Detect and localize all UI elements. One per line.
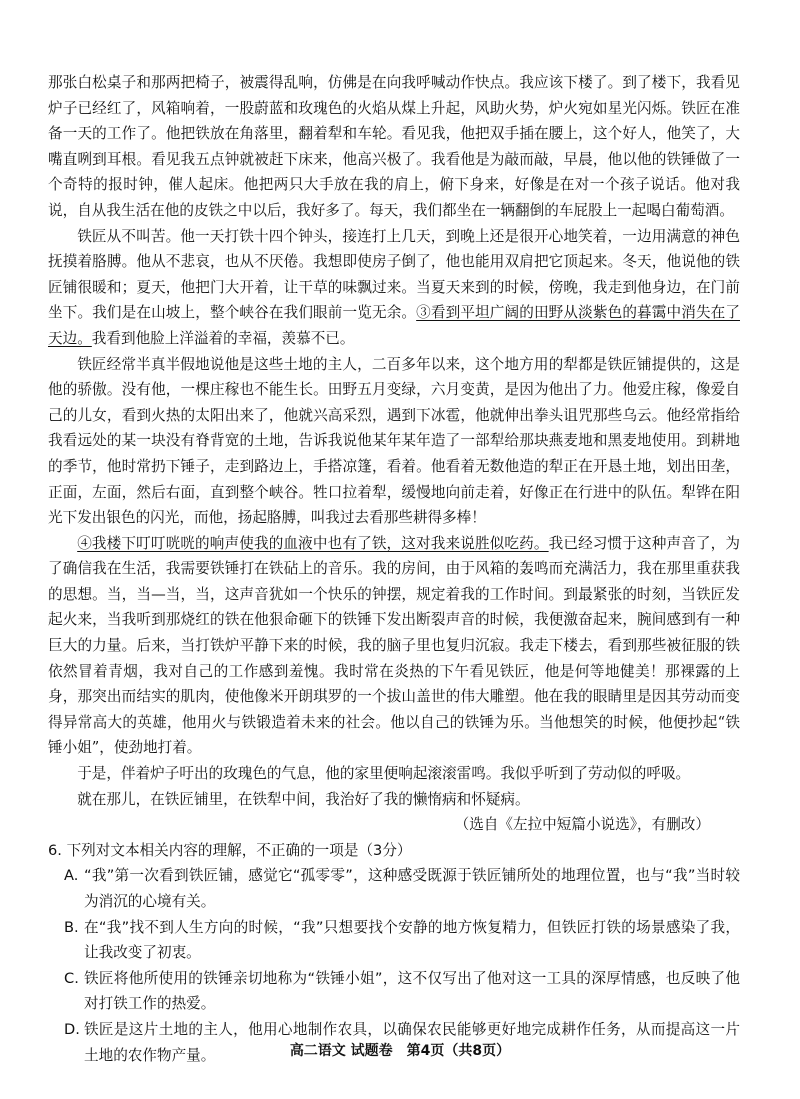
question-6-options xyxy=(48,863,740,1068)
option-letter: D. xyxy=(64,1020,80,1038)
option-a xyxy=(48,863,740,914)
underlined-sentence-4: ④我楼下叮叮咣咣的响声使我的血液中也有了铁，这对我来说胜似吃药。 xyxy=(77,534,549,552)
option-letter: C. xyxy=(64,969,79,987)
option-letter: B. xyxy=(64,918,79,936)
passage-paragraph-3: 铁匠经常半真半假地说他是这些土地的主人，二百多年以来，这个地方用的犁都是铁匠铺提供的，这是他的骄傲。没有他，一棵庄稼也不能生长。田野五月变绿，六月变黄，是因为他出了力。他爱庄稼，像爱自己的儿女，看到火热的太阳出来了，他就兴高采烈，遇到下冰雹，他就伸出拳头诅咒那些乌云。他经常指给我看远处的某一块没有脊背宽的土地，告诉我说他某年某年造了一部犁给那块燕麦地和黑麦地使用。到耕地的季节，他时常扔下锤子，走到路边上，手搭凉篷，看着。他看着无数他造的犁正在开恳土地，划出田垄，正面，左面，然后右面，直到整个峡谷。牲口拉着犁，缓慢地向前走着，好像正在行进中的队伍。犁铧在阳光下发出银色的闪光，而他，扬起胳膊，叫我过去看那些耕得多棒！ xyxy=(48,355,740,527)
page-footer: 高二语文 试题卷 第4页（共8页） xyxy=(289,1043,511,1059)
option-letter: A. xyxy=(64,867,79,885)
passage-paragraph-6: 就在那儿，在铁匠铺里，在铁犁中间，我治好了我的懒惰病和怀疑病。 xyxy=(77,790,530,808)
option-text: 在“我”找不到人生方向的时候，“我”只想要找个安静的地方恢复精力，但铁匠打铁的场景感染了我，让我改变了初衷。 xyxy=(84,918,740,962)
paragraph-2-text-a: 铁匠从不叫苦。他一天打铁十四个钟头，接连打上几天，到晚上还是很开心地笑着，一边用满意的神色抚摸着胳膊。他从不悲哀，也从不厌倦。我想即使房子倒了，他也能用双肩把它顶起来。冬天，他说他的铁匠铺很暖和；夏天，他把门大开着，让干草的味飘过来。当夏天来到的时候，傍晚，我走到他身边，在门前坐下。我们是在山坡上，整个峡谷在我们眼前一览无余。 xyxy=(48,227,740,322)
option-b xyxy=(48,915,740,966)
passage-paragraph-1: 那张白松桌子和那两把椅子，被震得乱响，仿佛是在向我呼喊动作快点。我应该下楼了。到了楼下，我看见炉子已经红了，风箱响着，一股蔚蓝和玫瑰色的火焰从煤上升起，风助火势，炉火宛如星光闪烁。铁匠在准备一天的工作了。他把铁放在角落里，翻着犁和车轮。看见我，他把双手插在腰上，这个好人，他笑了，大嘴直咧到耳根。看见我五点钟就被赶下床来，他高兴极了。我看他是为敲而敲，早晨，他以他的铁锤做了一个奇特的报时钟，催人起床。他把两只大手放在我的肩上，俯下身来，好像是在对一个孩子说话。他对我说，自从我生活在他的皮铁之中以后，我好多了。每天，我们都坐在一辆翻倒的车屁股上一起喝白葡萄酒。 xyxy=(48,74,740,219)
option-text: 铁匠将他所使用的铁锤亲切地称为“铁锤小姐”，这不仅写出了他对这一工具的深厚情感，也反映了他对打铁工作的热爱。 xyxy=(84,969,740,1013)
underlined-sentence-3: ③看到平坦广阔的田野从淡紫色的暮霭中消失在了天边。 xyxy=(48,304,740,347)
option-text: “我”第一次看到铁匠铺，感觉它“孤零零”，这种感受既源于铁匠铺所处的地理位置，也与“我”当时较为消沉的心境有关。 xyxy=(84,867,740,910)
paragraph-2-text-b: 我看到他脸上洋溢着的幸福，羡慕不已。 xyxy=(91,329,355,347)
passage-paragraph-2 xyxy=(48,224,740,352)
paragraph-4-text: 我已经习惯于这种声音了，为了确信我在生活，我需要铁锤打在铁砧上的音乐。我的房间，由于风箱的轰鸣而充满活力，我在那里重获我的思想。当，当—当，当，这声音犹如一个快乐的钟摆，规定着我的工作时间。到最紧张的时刻，当铁匠发起火来，当我听到那烧红的铁在他狠命砸下的铁锤下发出断裂声音的时候，我便激奋起来，腕间感到有一种巨大的力量。后来，当打铁炉平静下来的时候，我的脑子里也复归沉寂。我走下楼去，看到那些被征服的铁依然冒着青烟，我对自己的工作感到羞愧。我时常在炎热的下午看见铁匠，他是何等地健美！那裸露的上身，那突出而结实的肌肉，使他像米开朗琪罗的一个拔山盖世的伟大雕塑。他在我的眼睛里是因其劳动而变得异常高大的英雄，他用火与铁锻造着未来的社会。他以自己的铁锤为乐。当他想笑的时候，他便抄起“铁锤小姐”，使劲地打着。 xyxy=(48,534,740,757)
option-text: 铁匠是这片土地的主人，他用心地制作农具，以确保农民能够更好地完成耕作任务，从而提高这一片土地的农作物产量。 xyxy=(84,1020,740,1064)
option-c xyxy=(48,966,740,1017)
passage-source: （选自《左拉中短篇小说选》，有删改） xyxy=(454,816,710,834)
passage-paragraph-5: 于是，伴着炉子吁出的玫瑰色的气息，他的家里便响起滚滚雷鸣。我似乎听到了劳动似的呼吸。 xyxy=(77,765,691,783)
passage-paragraph-4 xyxy=(48,531,740,761)
question-6-stem: 6. 下列对文本相关内容的理解，不正确的一项是（3分） xyxy=(48,841,412,859)
